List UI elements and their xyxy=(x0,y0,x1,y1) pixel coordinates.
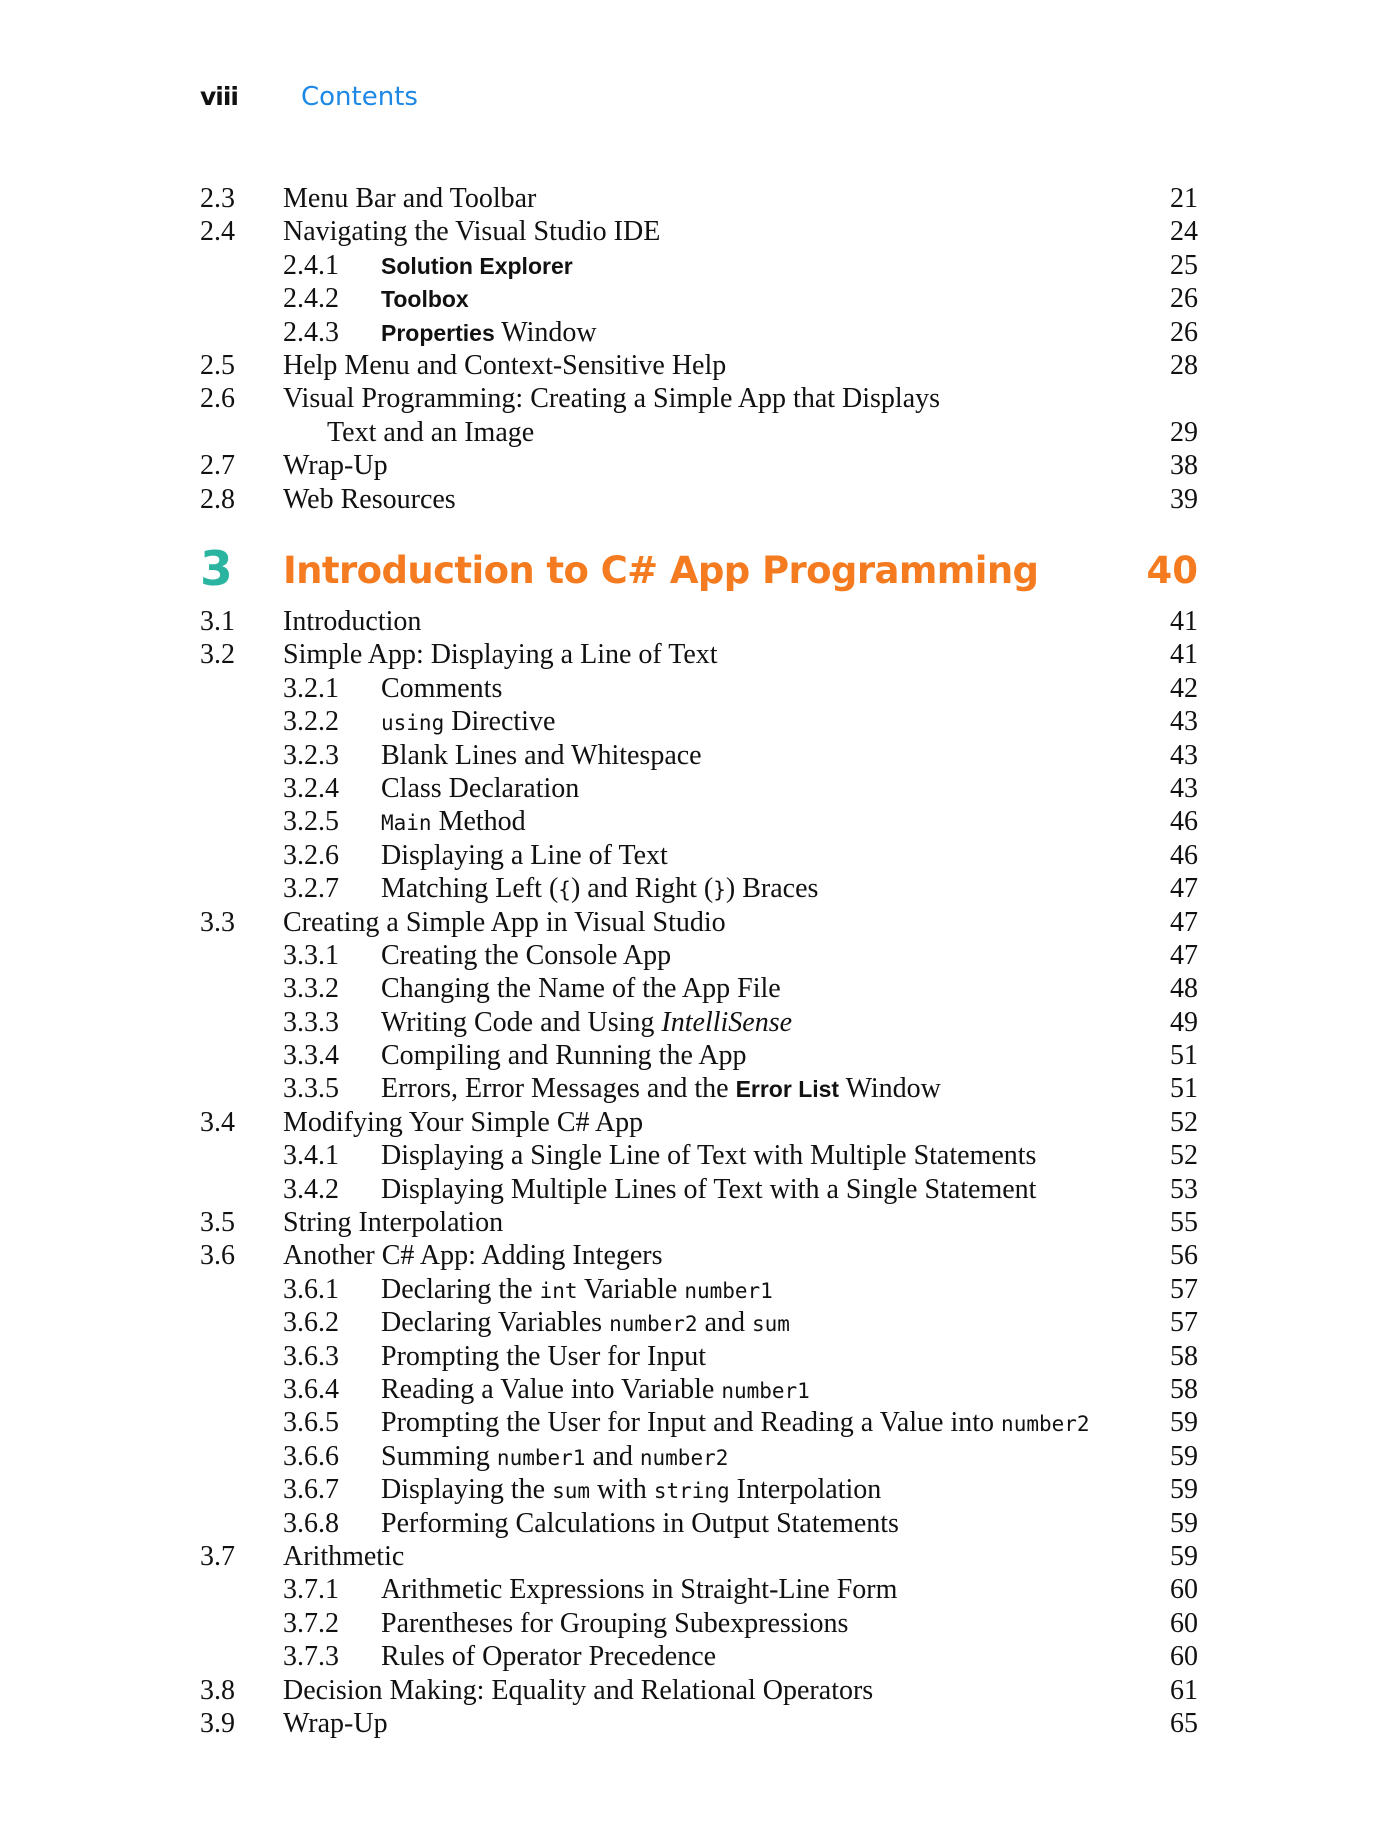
section-title xyxy=(381,705,555,740)
section-number: 3.7.2 xyxy=(283,1607,339,1639)
code-term: number2 xyxy=(1001,1412,1090,1437)
toc-subsection-entry[interactable] xyxy=(200,1340,1200,1373)
toc-subsection-entry[interactable] xyxy=(200,1173,1200,1206)
toc-subsection-entry[interactable] xyxy=(200,772,1200,805)
section-number: 2.4 xyxy=(200,216,235,248)
toc-subsection-entry[interactable] xyxy=(200,1139,1200,1172)
section-title xyxy=(381,1640,716,1673)
toc-section-entry[interactable] xyxy=(200,1674,1200,1707)
toc-subsection-entry[interactable] xyxy=(200,1507,1200,1540)
section-title xyxy=(381,1006,792,1039)
section-number: 3.5 xyxy=(200,1207,235,1239)
page-number: 43 xyxy=(1170,739,1198,771)
toc-subsection-entry[interactable] xyxy=(200,249,1200,282)
toc-subsection-entry[interactable] xyxy=(200,1573,1200,1606)
page-number: 42 xyxy=(1170,672,1198,704)
title-text: ) and Right ( xyxy=(570,873,714,905)
section-title xyxy=(381,316,597,350)
section-title xyxy=(381,1573,897,1606)
section-number: 2.8 xyxy=(200,483,235,515)
title-text: Parentheses for Grouping Subexpressions xyxy=(381,1607,849,1639)
page-number: 58 xyxy=(1170,1373,1198,1405)
title-text: Creating the Console App xyxy=(381,939,672,971)
toc-subsection-entry[interactable] xyxy=(200,739,1200,772)
section-title xyxy=(283,215,660,248)
page-number: 57 xyxy=(1170,1307,1198,1339)
section-title xyxy=(283,906,726,939)
section-title xyxy=(283,483,456,516)
toc-section-entry[interactable] xyxy=(200,483,1200,516)
page-number: 60 xyxy=(1170,1641,1198,1673)
toc-section-entry[interactable] xyxy=(200,349,1200,382)
chapter-number: 3 xyxy=(200,542,233,597)
section-number: 3.2.2 xyxy=(283,706,339,738)
section-number: 3.8 xyxy=(200,1674,235,1706)
section-title xyxy=(381,972,781,1005)
toc-section-entry[interactable] xyxy=(200,638,1200,671)
code-term: string xyxy=(653,1479,730,1504)
title-text: Displaying Multiple Lines of Text with a Single Statement xyxy=(381,1173,1037,1205)
italic-term: IntelliSense xyxy=(661,1006,793,1038)
toc-section-entry[interactable] xyxy=(200,382,1200,415)
page-number: 65 xyxy=(1170,1707,1198,1739)
section-title xyxy=(283,1707,388,1740)
section-title xyxy=(283,382,940,415)
section-number: 3.4.2 xyxy=(283,1173,339,1205)
section-number: 3.3.5 xyxy=(283,1073,339,1105)
title-text: Summing xyxy=(381,1440,497,1472)
section-number: 2.3 xyxy=(200,183,235,214)
title-text: Declaring the xyxy=(381,1273,540,1305)
toc-subsection-entry[interactable] xyxy=(200,1006,1200,1039)
section-title xyxy=(283,1540,404,1573)
section-title xyxy=(283,449,388,482)
section-number: 3.2.7 xyxy=(283,873,339,905)
section-number: 2.4.3 xyxy=(283,316,339,348)
title-text: String Interpolation xyxy=(283,1207,504,1239)
section-title xyxy=(381,839,668,872)
page-number: 60 xyxy=(1170,1607,1198,1639)
title-text: Displaying a Line of Text xyxy=(381,839,668,871)
section-number: 3.7.3 xyxy=(283,1641,339,1673)
section-title xyxy=(381,1406,1090,1441)
title-text: Variable xyxy=(577,1273,685,1305)
section-number: 3.2 xyxy=(200,639,235,671)
toc-subsection-entry[interactable] xyxy=(200,972,1200,1005)
page-number: 58 xyxy=(1170,1340,1198,1372)
toc-subsection-entry[interactable] xyxy=(200,1306,1200,1339)
code-term: number1 xyxy=(721,1378,810,1403)
section-number: 3.6 xyxy=(200,1240,235,1272)
section-title xyxy=(381,1072,941,1106)
page-number: 39 xyxy=(1170,483,1198,515)
page-number: 59 xyxy=(1170,1540,1198,1572)
title-text: Comments xyxy=(381,672,503,704)
toc-section-entry[interactable] xyxy=(200,906,1200,939)
code-term: sum xyxy=(752,1312,790,1337)
section-number: 3.7 xyxy=(200,1540,235,1572)
section-number: 2.7 xyxy=(200,450,235,482)
toc-subsection-entry[interactable] xyxy=(200,1406,1200,1439)
section-title xyxy=(381,282,469,316)
toc-section-entry[interactable] xyxy=(200,1540,1200,1573)
section-title xyxy=(381,739,702,772)
title-text: Visual Programming: Creating a Simple App that Displays xyxy=(283,383,941,415)
toc-subsection-entry[interactable] xyxy=(200,1273,1200,1306)
section-title xyxy=(381,1273,773,1308)
title-text: Displaying a Single Line of Text with Multiple Statements xyxy=(381,1140,1037,1172)
code-term: { xyxy=(558,878,571,903)
title-text: Reading a Value into Variable xyxy=(381,1373,722,1405)
section-number: 2.4.2 xyxy=(283,283,339,315)
ui-term: Error List xyxy=(735,1076,840,1103)
section-number: 3.2.6 xyxy=(283,839,339,871)
section-title xyxy=(381,1139,1036,1172)
section-title xyxy=(283,349,726,382)
title-text: Rules of Operator Precedence xyxy=(381,1641,717,1673)
section-number: 3.6.1 xyxy=(283,1273,339,1305)
page-number: 43 xyxy=(1170,706,1198,738)
section-number: 3.9 xyxy=(200,1707,235,1739)
page-number: 51 xyxy=(1170,1073,1198,1105)
toc-section-entry[interactable] xyxy=(200,1106,1200,1139)
section-title xyxy=(381,872,818,907)
section-number: 3.6.7 xyxy=(283,1474,339,1506)
toc-section-entry[interactable] xyxy=(200,449,1200,482)
page-number: 26 xyxy=(1170,283,1198,315)
title-text: Web Resources xyxy=(283,483,456,515)
section-number: 2.5 xyxy=(200,349,235,381)
section-title xyxy=(381,1440,728,1475)
section-title xyxy=(381,805,526,840)
section-title xyxy=(381,1373,810,1408)
page-number: 56 xyxy=(1170,1240,1198,1272)
title-text: Arithmetic Expressions in Straight-Line Form xyxy=(381,1574,898,1606)
title-text: Modifying Your Simple C# App xyxy=(283,1106,644,1138)
section-title xyxy=(381,1607,848,1640)
ui-term: Toolbox xyxy=(381,286,469,313)
page-number: 49 xyxy=(1170,1006,1198,1038)
toc-subsection-entry[interactable] xyxy=(200,316,1200,349)
section-number: 3.3.3 xyxy=(283,1006,339,1038)
page-number: 29 xyxy=(1170,416,1198,448)
section-title xyxy=(283,1206,503,1239)
toc-subsection-entry[interactable] xyxy=(200,1440,1200,1473)
code-term: using xyxy=(381,711,445,736)
title-text: Wrap-Up xyxy=(283,1707,388,1739)
section-number: 2.4.1 xyxy=(283,249,339,281)
page-number: 38 xyxy=(1170,450,1198,482)
title-text: Class Declaration xyxy=(381,772,580,804)
section-number: 3.6.4 xyxy=(283,1373,339,1405)
section-number: 3.2.1 xyxy=(283,672,339,704)
title-text: Window xyxy=(494,316,597,348)
ui-term: Solution Explorer xyxy=(381,252,573,279)
section-title xyxy=(283,605,421,638)
title-text: Performing Calculations in Output Statements xyxy=(381,1507,899,1539)
section-number: 3.4 xyxy=(200,1106,235,1138)
page-number: 59 xyxy=(1170,1440,1198,1472)
title-text: Changing the Name of the App File xyxy=(381,973,781,1005)
page-number: 25 xyxy=(1170,249,1198,281)
code-term: number2 xyxy=(609,1312,698,1337)
title-text: Compiling and Running the App xyxy=(381,1040,747,1072)
title-text: Wrap-Up xyxy=(283,450,388,482)
title-text: Errors, Error Messages and the xyxy=(381,1073,736,1105)
page-folio: viii xyxy=(200,82,239,111)
title-text: and xyxy=(697,1307,753,1339)
toc-subsection-entry[interactable] xyxy=(200,1640,1200,1673)
section-number: 3.3.4 xyxy=(283,1040,339,1072)
page-number: 47 xyxy=(1170,939,1198,971)
toc-subsection-entry[interactable] xyxy=(200,1039,1200,1072)
toc-section-entry[interactable] xyxy=(200,1239,1200,1272)
section-title xyxy=(283,638,718,671)
section-title xyxy=(283,1674,873,1707)
code-term: Main xyxy=(381,811,432,836)
page-number: 47 xyxy=(1170,873,1198,905)
section-number: 3.6.2 xyxy=(283,1307,339,1339)
page-number: 59 xyxy=(1170,1407,1198,1439)
toc-chapter-3-sections xyxy=(200,605,1200,1740)
section-title xyxy=(283,1239,663,1272)
page-number: 59 xyxy=(1170,1507,1198,1539)
section-number: 3.6.5 xyxy=(283,1407,339,1439)
chapter-title: Introduction to C# App Programming xyxy=(283,549,1039,592)
chapter-heading[interactable] xyxy=(200,540,1200,600)
page-number: 52 xyxy=(1170,1140,1198,1172)
section-number: 3.3.2 xyxy=(283,973,339,1005)
title-text: Arithmetic xyxy=(283,1540,405,1572)
title-text: Help Menu and Context-Sensitive Help xyxy=(283,349,727,381)
title-text: Menu Bar and Toolbar xyxy=(283,183,537,214)
page-number: 55 xyxy=(1170,1207,1198,1239)
title-text: Decision Making: Equality and Relational Operators xyxy=(283,1674,874,1706)
title-text: Declaring Variables xyxy=(381,1307,610,1339)
title-text: and xyxy=(585,1440,640,1472)
toc-subsection-entry[interactable] xyxy=(200,839,1200,872)
title-text: Interpolation xyxy=(729,1474,882,1506)
toc-subsection-entry[interactable] xyxy=(200,705,1200,738)
toc-subsection-entry[interactable] xyxy=(200,872,1200,905)
toc-subsection-entry[interactable] xyxy=(200,1607,1200,1640)
title-text: Method xyxy=(431,806,526,838)
toc-section-entry[interactable] xyxy=(200,1707,1200,1740)
section-number: 3.4.1 xyxy=(283,1140,339,1172)
page-number: 24 xyxy=(1170,216,1198,248)
title-text: Introduction xyxy=(283,606,422,637)
toc-subsection-entry[interactable] xyxy=(200,1072,1200,1105)
toc-section-entry[interactable] xyxy=(200,215,1200,248)
section-title xyxy=(327,416,534,449)
page-number: 46 xyxy=(1170,839,1198,871)
section-title xyxy=(283,1106,643,1139)
page-number: 48 xyxy=(1170,973,1198,1005)
section-title xyxy=(381,1340,706,1373)
title-text: ) Braces xyxy=(725,873,819,905)
section-title xyxy=(381,1507,899,1540)
title-text: Simple App: Displaying a Line of Text xyxy=(283,639,718,671)
page-number: 41 xyxy=(1170,606,1198,637)
code-term: int xyxy=(539,1278,578,1303)
code-term: number1 xyxy=(684,1278,773,1303)
toc-subsection-entry[interactable] xyxy=(200,282,1200,315)
section-number: 3.1 xyxy=(200,606,235,637)
code-term: } xyxy=(713,878,726,903)
page-number: 59 xyxy=(1170,1474,1198,1506)
page-number: 61 xyxy=(1170,1674,1198,1706)
toc-subsection-entry[interactable] xyxy=(200,805,1200,838)
section-number: 2.6 xyxy=(200,383,235,415)
toc-subsection-entry[interactable] xyxy=(200,939,1200,972)
section-title xyxy=(381,939,671,972)
page-number: 46 xyxy=(1170,806,1198,838)
page-number: 28 xyxy=(1170,349,1198,381)
running-head-title: Contents xyxy=(301,82,418,112)
page-number: 52 xyxy=(1170,1106,1198,1138)
section-number: 3.6.8 xyxy=(283,1507,339,1539)
section-number: 3.3.1 xyxy=(283,939,339,971)
section-title xyxy=(381,1039,747,1072)
toc-section-entry[interactable] xyxy=(200,182,1200,215)
section-number: 3.3 xyxy=(200,906,235,938)
running-head xyxy=(200,82,418,118)
section-number: 3.6.6 xyxy=(283,1440,339,1472)
page-number: 41 xyxy=(1170,639,1198,671)
section-number: 3.7.1 xyxy=(283,1574,339,1606)
page-number: 26 xyxy=(1170,316,1198,348)
page-number: 60 xyxy=(1170,1574,1198,1606)
toc-subsection-entry[interactable] xyxy=(200,672,1200,705)
toc-section-entry[interactable] xyxy=(200,605,1200,638)
code-term: number1 xyxy=(496,1445,586,1470)
page-number: 51 xyxy=(1170,1040,1198,1072)
toc-entry-continuation[interactable] xyxy=(200,416,1200,449)
code-term: sum xyxy=(552,1479,591,1504)
title-text: Blank Lines and Whitespace xyxy=(381,739,702,771)
section-number: 3.2.3 xyxy=(283,739,339,771)
title-text: Prompting the User for Input and Reading a Value into xyxy=(381,1407,1002,1439)
section-number: 3.6.3 xyxy=(283,1340,339,1372)
code-term: number2 xyxy=(639,1445,729,1470)
title-text: Window xyxy=(839,1073,941,1105)
page-number: 21 xyxy=(1170,183,1198,214)
section-title xyxy=(381,1173,1036,1206)
section-title xyxy=(381,1306,790,1341)
page-number: 47 xyxy=(1170,906,1198,938)
title-text: Directive xyxy=(444,706,556,738)
title-text: Another C# App: Adding Integers xyxy=(283,1240,663,1272)
section-title xyxy=(381,1473,881,1508)
section-number: 3.2.4 xyxy=(283,772,339,804)
page-number: 43 xyxy=(1170,772,1198,804)
toc-section-entry[interactable] xyxy=(200,1206,1200,1239)
page-number: 53 xyxy=(1170,1173,1198,1205)
title-text: Matching Left ( xyxy=(381,873,559,905)
chapter-page-number: 40 xyxy=(1146,549,1198,592)
page-number: 57 xyxy=(1170,1273,1198,1305)
section-title xyxy=(381,672,502,705)
title-text: Prompting the User for Input xyxy=(381,1340,707,1372)
toc-subsection-entry[interactable] xyxy=(200,1373,1200,1406)
section-title xyxy=(381,249,573,283)
toc-subsection-entry[interactable] xyxy=(200,1473,1200,1506)
toc-chapter-2-sections xyxy=(200,182,1200,516)
section-number: 3.2.5 xyxy=(283,806,339,838)
ui-term: Properties xyxy=(381,319,495,346)
section-title xyxy=(283,182,536,215)
section-title xyxy=(381,772,579,805)
title-text: Displaying the xyxy=(381,1474,553,1506)
title-text: Creating a Simple App in Visual Studio xyxy=(283,906,726,938)
title-text: Navigating the Visual Studio IDE xyxy=(283,216,661,248)
title-text: Writing Code and Using xyxy=(381,1006,662,1038)
title-text: with xyxy=(590,1474,654,1506)
title-text: Text and an Image xyxy=(327,416,535,448)
